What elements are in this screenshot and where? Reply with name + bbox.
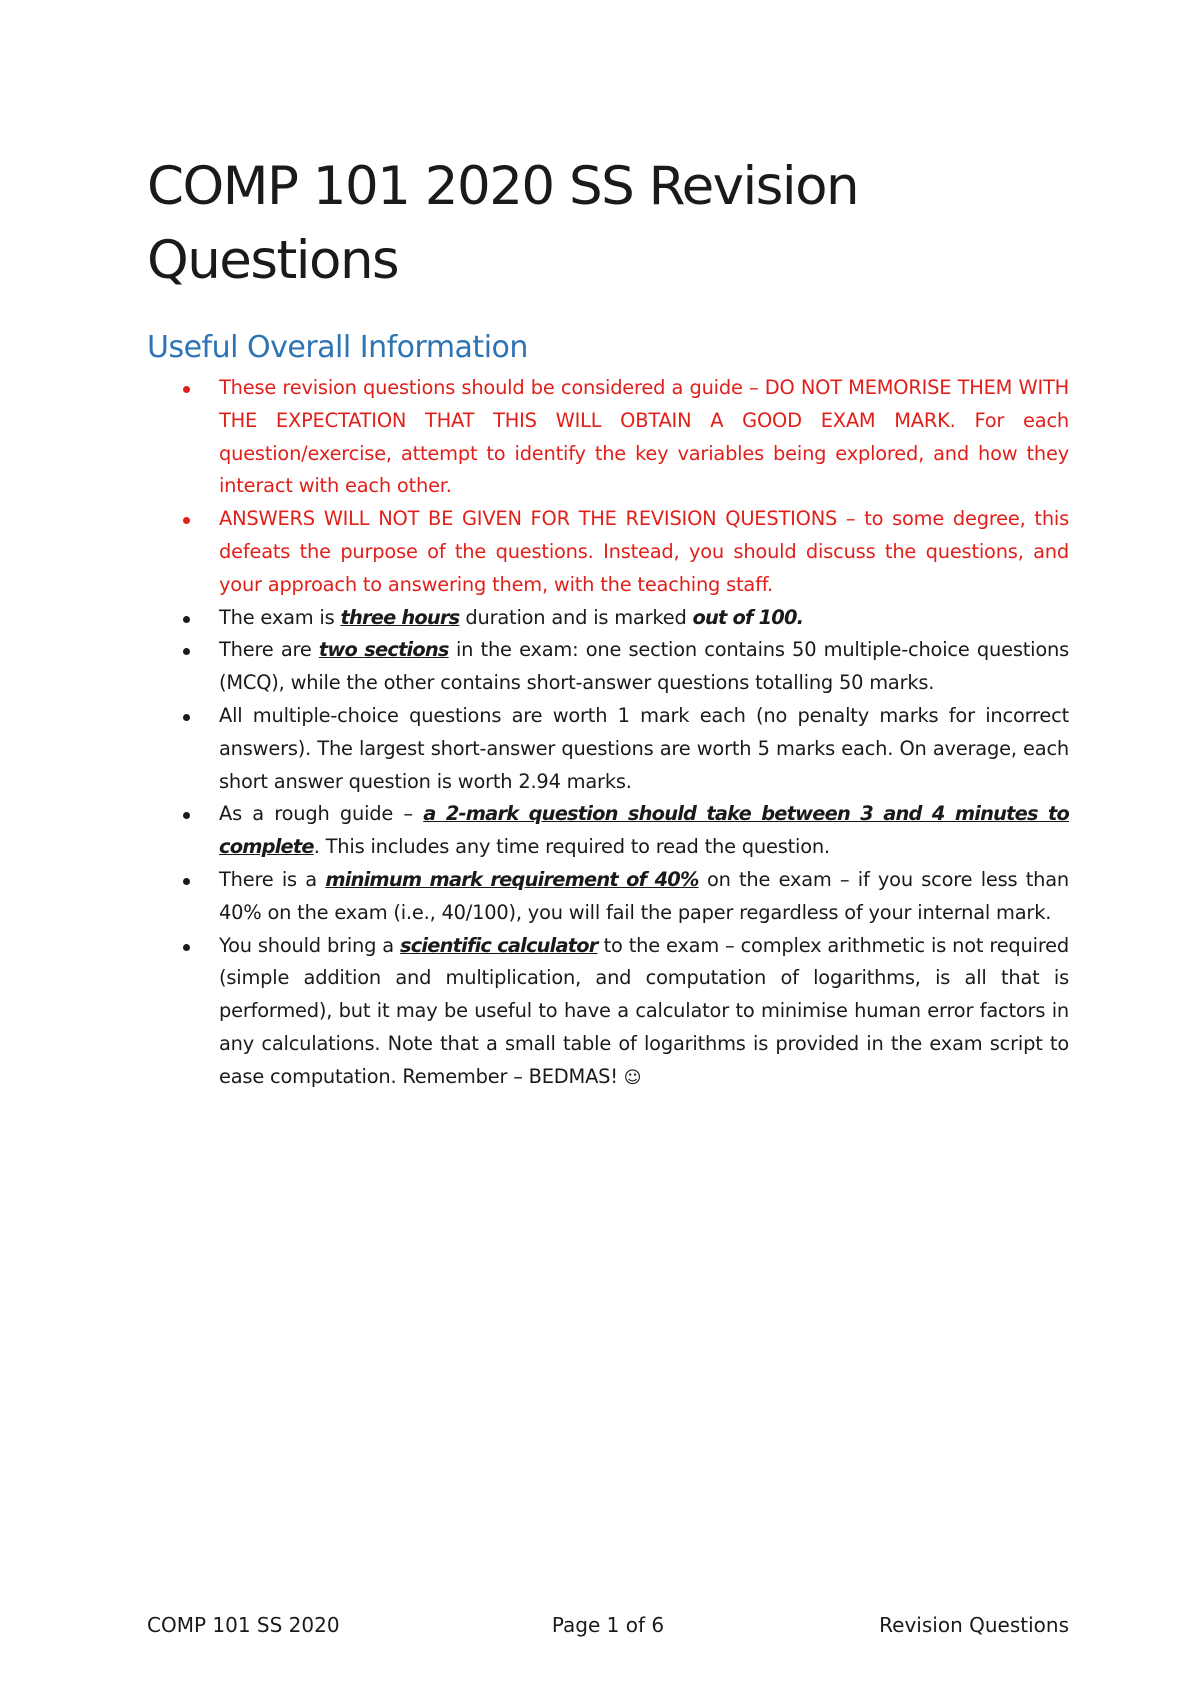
- list-item-time-guide: [147, 798, 1069, 864]
- list-item-revision-guide: [147, 372, 1069, 503]
- bullet-text: All multiple-choice questions are worth 1 mark each (no penalty marks for incorrect answers). The largest short-answer questions are worth 5 marks each. On average, each short answer question is worth 2.94 marks.: [219, 703, 1069, 793]
- bullet-text: on the exam – if you score less than 40% on the exam (i.e., 40/100), you will fail the paper regardless of your internal mark.: [219, 867, 1070, 924]
- info-bullet-list: [147, 372, 1069, 1095]
- footer-course-code: COMP 101 SS 2020: [147, 1613, 340, 1637]
- bullet-text: . This includes any time required to read the question.: [313, 835, 830, 859]
- bullet-text: As a rough guide –: [219, 802, 424, 826]
- emphasis-text: two sections: [318, 638, 449, 662]
- bullet-text: The exam is: [219, 605, 341, 629]
- page-footer: [147, 1610, 1069, 1640]
- bullet-icon: [183, 648, 190, 655]
- bullet-icon: [183, 944, 190, 951]
- list-item-exam-duration: [147, 602, 1069, 635]
- smiley-icon: ☺: [623, 1067, 642, 1088]
- section-heading: Useful Overall Information: [147, 330, 528, 365]
- bullet-text: duration and is marked: [459, 605, 693, 629]
- bullet-text: ANSWERS WILL NOT BE GIVEN FOR THE REVISION QUESTIONS – to some degree, this defeats the purpose of the questions. Instead, you should discuss the questions, and your approach to answering them, with the teaching staff.: [219, 507, 1069, 596]
- bullet-text: You should bring a: [219, 933, 400, 957]
- list-item-calculator: [147, 930, 1069, 1095]
- list-item-no-answers: [147, 503, 1069, 601]
- emphasis-text: three hours: [340, 605, 460, 629]
- bullet-text: to the exam – complex arithmetic is not required (simple addition and multiplication, and computation of logarithms, is all that is performed), but it may be useful to have a calculator to minimise human error factors in any calculations. Note that a small table of logarithms is provided in the exam script to ease computation. Remember – BEDMAS!: [219, 933, 1070, 1088]
- emphasis-text: a 2-mark question should take between 3 and 4 minutes to complete: [219, 802, 1070, 859]
- emphasis-text: scientific calculator: [399, 933, 598, 957]
- bullet-icon: [183, 616, 190, 623]
- bullet-icon: [183, 878, 190, 885]
- list-item-minimum-mark: [147, 864, 1069, 930]
- title-line-1: COMP 101 2020 SS Revision: [147, 156, 859, 217]
- bullet-text: There are: [219, 638, 319, 662]
- footer-page-number: Page 1 of 6: [551, 1613, 665, 1637]
- page-title: [147, 150, 1067, 298]
- bullet-icon: [183, 386, 190, 393]
- bullet-icon: [183, 714, 190, 721]
- bullet-text: There is a: [219, 867, 326, 891]
- emphasis-text: minimum mark requirement of 40%: [325, 867, 699, 891]
- footer-document-title: Revision Questions: [879, 1613, 1069, 1637]
- bullet-text: These revision questions should be considered a guide – DO NOT MEMORISE THEM WITH THE EXPECTATION THAT THIS WILL OBTAIN A GOOD EXAM MARK. For each question/exercise, attempt to identify the key variables being explored, and how they interact with each other.: [219, 376, 1069, 498]
- list-item-mark-values: [147, 700, 1069, 798]
- list-item-exam-sections: [147, 634, 1069, 700]
- emphasis-text: out of 100.: [692, 605, 804, 629]
- bullet-icon: [183, 517, 190, 524]
- bullet-icon: [183, 812, 190, 819]
- title-line-2: Questions: [147, 230, 399, 291]
- bullet-text: in the exam: one section contains 50 multiple-choice questions (MCQ), while the other contains short-answer questions totalling 50 marks.: [219, 638, 1069, 695]
